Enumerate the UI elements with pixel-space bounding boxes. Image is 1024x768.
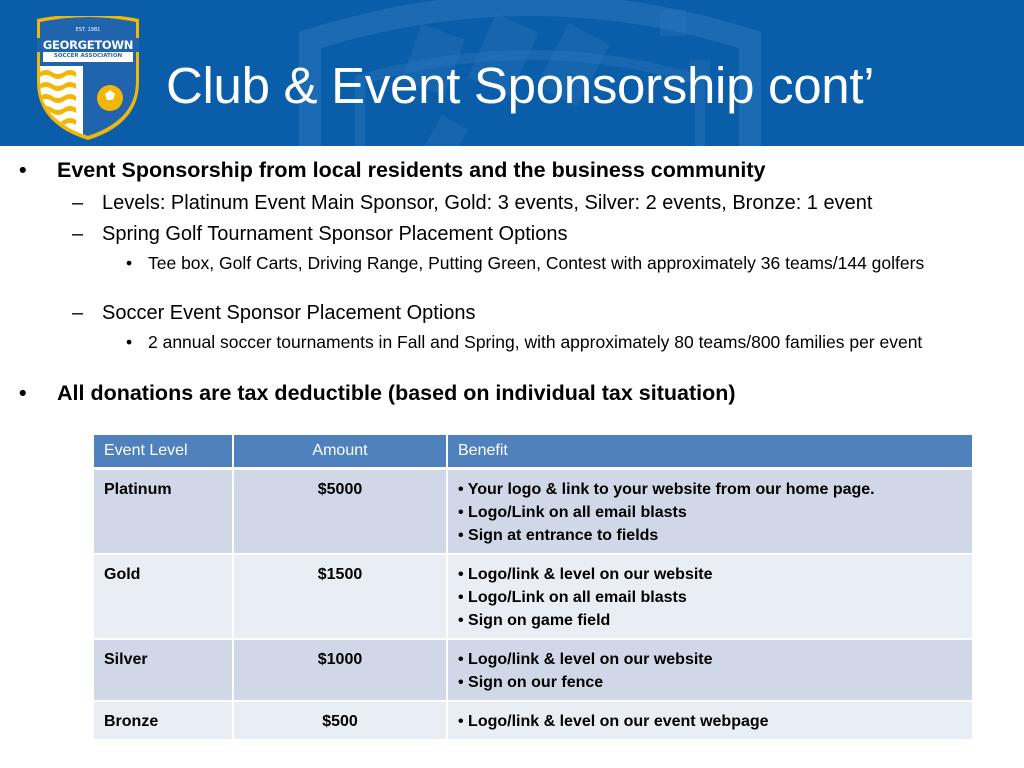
- cell-event-level: Platinum: [94, 469, 233, 555]
- sub-sub-bullet-golf-detail: [126, 253, 1008, 274]
- table-header-row: [94, 435, 973, 469]
- bullet-tax-deductible: [19, 381, 736, 407]
- sub-sub-bullet-text: 2 annual soccer tournaments in Fall and Spring, with approximately 80 teams/800 families per event: [148, 332, 923, 352]
- sub-bullet-text: Soccer Event Sponsor Placement Options: [102, 302, 476, 324]
- dash-marker: –: [72, 302, 84, 324]
- sub-bullet-golf: [72, 222, 568, 246]
- column-header-benefit: Benefit: [447, 435, 973, 469]
- bullet-event-sponsorship: [19, 158, 766, 184]
- logo-subtitle-text: SOCCER ASSOCIATION: [53, 53, 123, 59]
- sub-bullet-soccer: [72, 301, 476, 325]
- title-banner: [0, 0, 1024, 146]
- bullet-marker: •: [126, 332, 133, 352]
- cell-benefit: [447, 554, 973, 639]
- benefit-item: • Sign on game field: [458, 612, 611, 629]
- sponsorship-table: [94, 435, 974, 741]
- benefit-item: • Logo/Link on all email blasts: [458, 589, 687, 606]
- table-row-bronze: [94, 701, 973, 740]
- cell-amount: $5000: [233, 469, 447, 555]
- cell-benefit: [447, 469, 973, 555]
- table-row-gold: [94, 554, 973, 639]
- table-row-platinum: [94, 469, 973, 555]
- logo-name-text: GEORGETOWN: [42, 38, 134, 52]
- benefit-item: • Logo/link & level on our event webpage: [458, 713, 769, 730]
- bullet-text: All donations are tax deductible (based on individual tax situation): [57, 381, 736, 405]
- benefit-item: • Sign on our fence: [458, 674, 604, 691]
- sub-sub-bullet-soccer-detail: [126, 332, 1008, 353]
- dash-marker: –: [72, 192, 84, 214]
- logo-est-text: EST. 1981: [75, 27, 101, 33]
- bullet-text: Event Sponsorship from local residents and the business community: [57, 158, 766, 182]
- cell-amount: $1000: [233, 639, 447, 701]
- benefit-item: • Logo/link & level on our website: [458, 651, 713, 668]
- benefit-item: • Logo/link & level on our website: [458, 566, 713, 583]
- cell-event-level: Bronze: [94, 701, 233, 740]
- bullet-marker: •: [19, 381, 27, 405]
- slide-title: Club & Event Sponsorship cont’: [166, 57, 875, 114]
- bullet-marker: •: [19, 158, 27, 182]
- bullet-marker: •: [126, 253, 133, 273]
- cell-amount: $500: [233, 701, 447, 740]
- cell-event-level: Gold: [94, 554, 233, 639]
- cell-benefit: [447, 701, 973, 740]
- table-row-silver: [94, 639, 973, 701]
- sub-bullet-text: Levels: Platinum Event Main Sponsor, Gold: 3 events, Silver: 2 events, Bronze: 1 event: [102, 192, 873, 214]
- logo-text: [35, 16, 141, 140]
- cell-benefit: [447, 639, 973, 701]
- sub-sub-bullet-text: Tee box, Golf Carts, Driving Range, Putting Green, Contest with approximately 36 teams/144 golfers: [148, 253, 925, 273]
- benefit-item: • Sign at entrance to fields: [458, 527, 659, 544]
- column-header-event-level: Event Level: [94, 435, 233, 469]
- dash-marker: –: [72, 223, 84, 245]
- sub-bullet-text: Spring Golf Tournament Sponsor Placement Options: [102, 223, 568, 245]
- benefit-item: • Your logo & link to your website from our home page.: [458, 481, 875, 498]
- cell-event-level: Silver: [94, 639, 233, 701]
- sub-bullet-levels: [72, 191, 873, 215]
- column-header-amount: Amount: [233, 435, 447, 469]
- benefit-item: • Logo/Link on all email blasts: [458, 504, 687, 521]
- cell-amount: $1500: [233, 554, 447, 639]
